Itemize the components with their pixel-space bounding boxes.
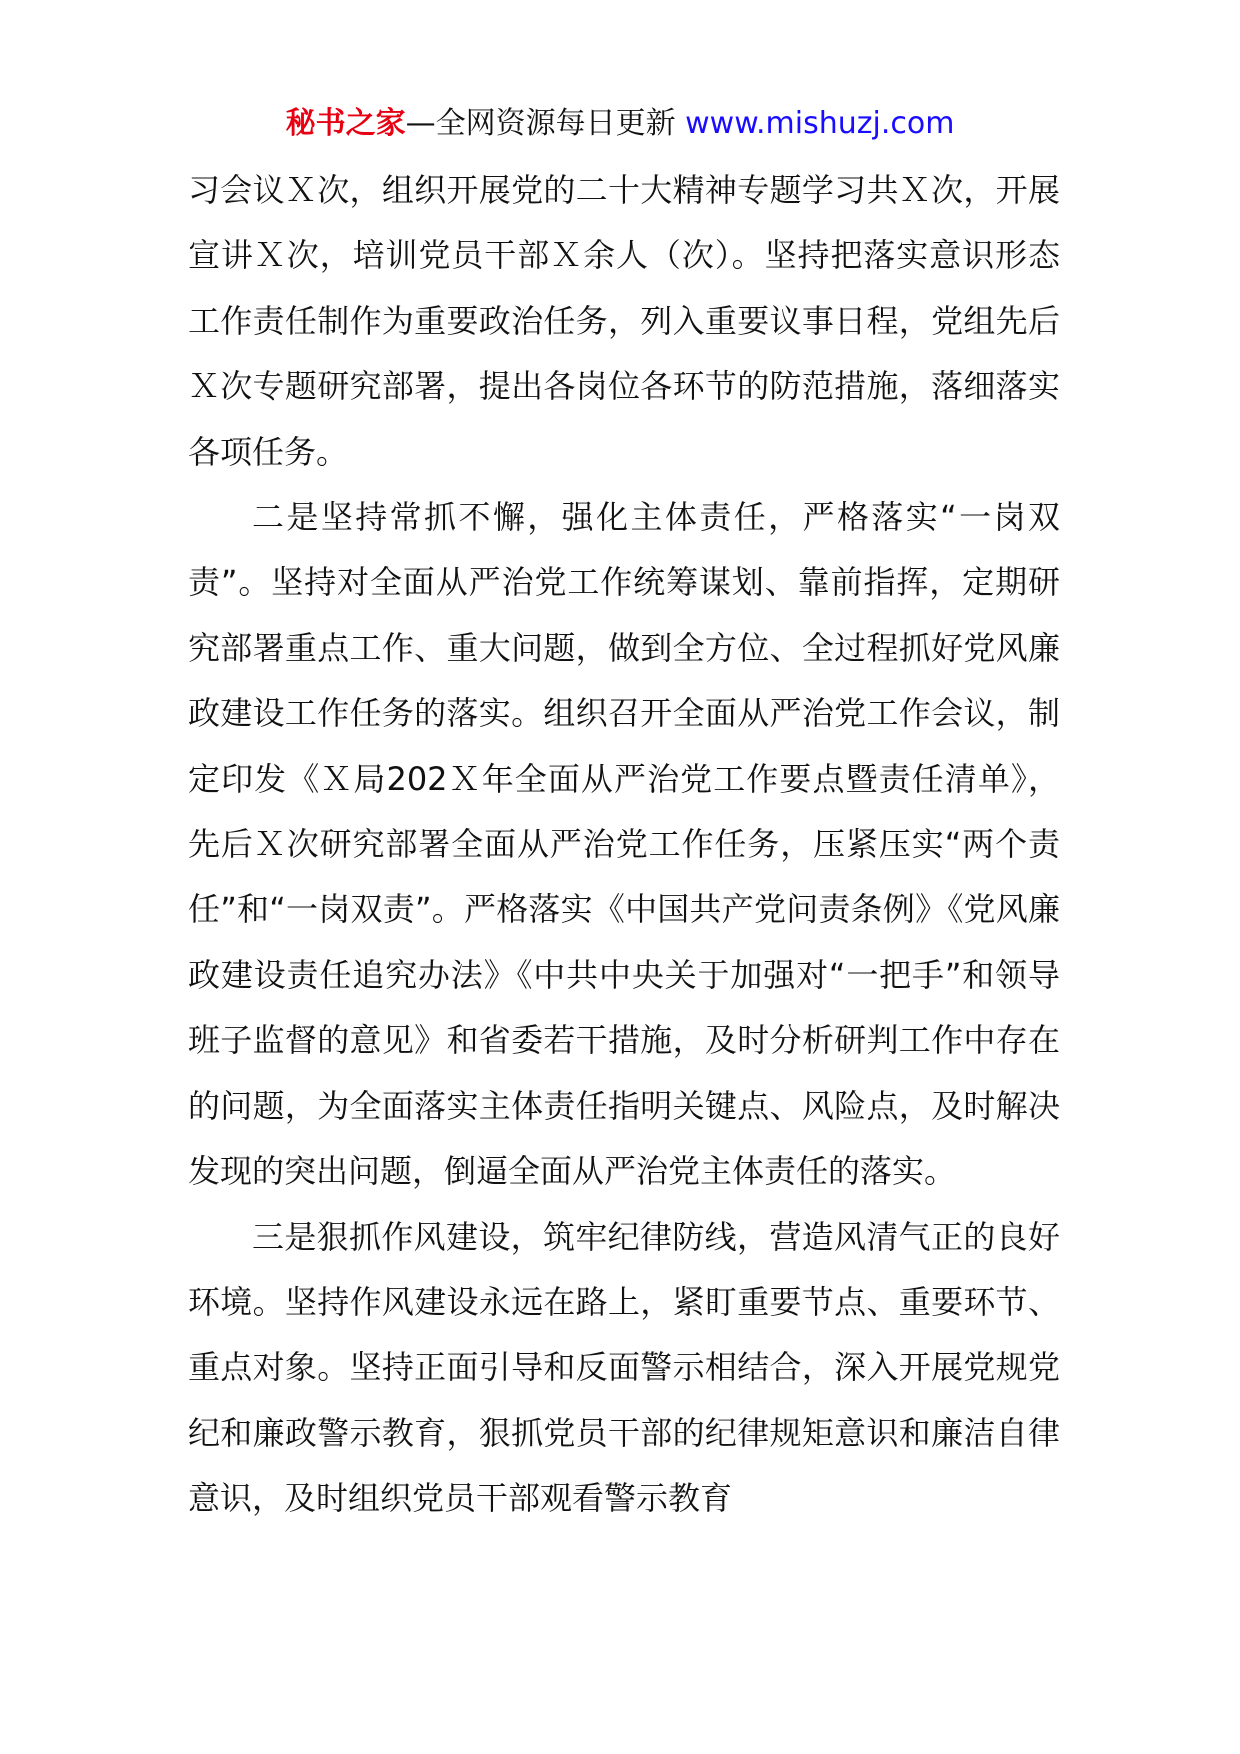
document-body (188, 158, 1060, 1532)
site-header (0, 98, 1240, 150)
paragraph-2: 二是坚持常抓不懈，强化主体责任，严格落实“一岗双责”。坚持对全面从严治党工作统筹谋划、靠前指挥，定期研究部署重点工作、重大问题，做到全方位、全过程抓好党风廉政建设工作任务的落实。组织召开全面从严治党工作会议，制定印发《Ｘ局202Ｘ年全面从严治党工作要点暨责任清单》，先后Ｘ次研究部署全面从严治党工作任务，压紧压实“两个责任”和“一岗双责”。严格落实《中国共产党问责条例》《党风廉政建设责任追究办法》《中共中央关于加强对“一把手”和领导班子监督的意见》和省委若干措施，及时分析研判工作中存在的问题，为全面落实主体责任指明关键点、风险点，及时解决发现的突出问题，倒逼全面从严治党主体责任的落实。 (188, 498, 1060, 1191)
paragraph-continuation: 习会议Ｘ次，组织开展党的二十大精神专题学习共Ｘ次，开展宣讲Ｘ次，培训党员干部Ｘ余人（次）。坚持把落实意识形态工作责任制作为重要政治任务，列入重要议事日程，党组先后Ｘ次专题研究部署，提出各岗位各环节的防范措施，落细落实各项任务。 (188, 171, 1060, 471)
paragraph-3: 三是狠抓作风建设，筑牢纪律防线，营造风清气正的良好环境。坚持作风建设永远在路上，紧盯重要节点、重要环节、重点对象。坚持正面引导和反面警示相结合，深入开展党规党纪和廉政警示教育，狠抓党员干部的纪律规矩意识和廉洁自律意识，及时组织党员干部观看警示教育 (188, 1217, 1060, 1518)
site-tagline: —全网资源每日更新 (405, 106, 686, 141)
site-url-link[interactable]: www.mishuzj.com (685, 106, 955, 141)
site-brand: 秘书之家 (285, 106, 406, 141)
